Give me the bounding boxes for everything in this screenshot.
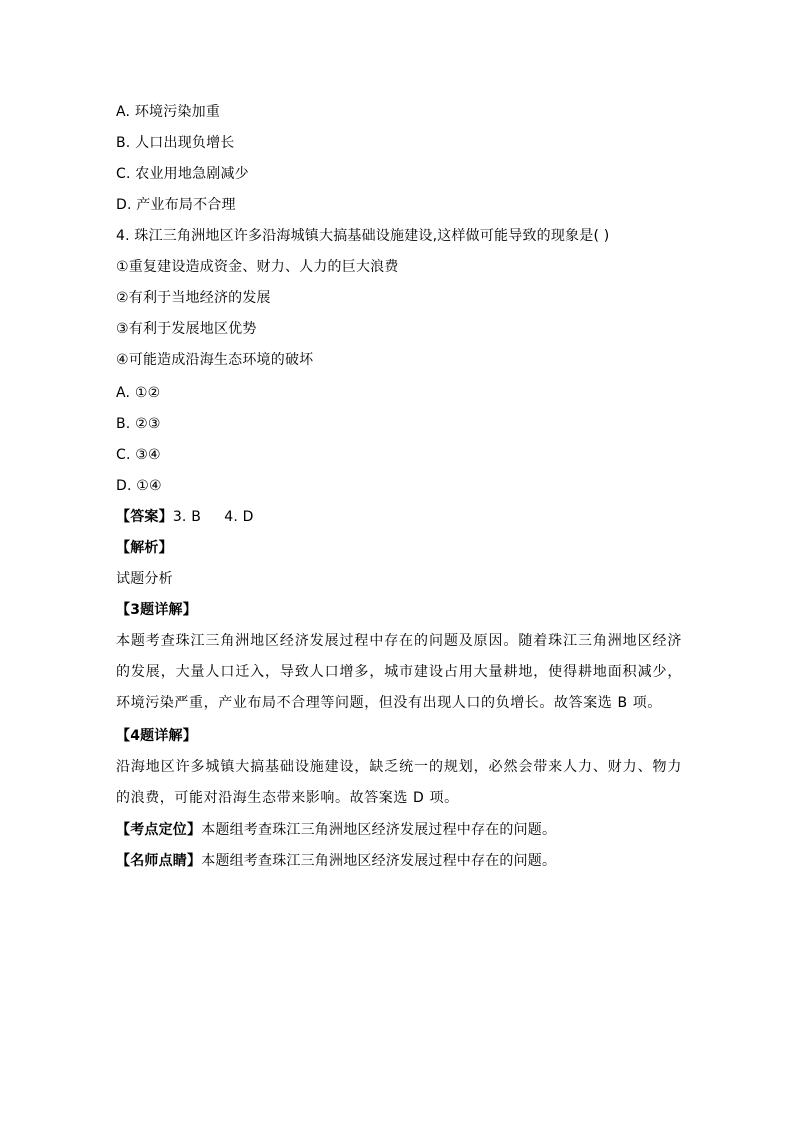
analysis-intro: 试题分析 — [116, 571, 173, 587]
q3-option-b: B. 人口出现负增长 — [116, 135, 235, 151]
q3-detail-text: 本题考查珠江三角洲地区经济发展过程中存在的问题及原因。随着珠江三角洲地区经济的发展，大量人口迁入，导致人口增多，城市建设占用大量耕地，使得耕地面积减少，环境污染严重，产业布局不合理等问题，但没有出现人口的负增长。故答案选 B 项。 — [116, 633, 682, 711]
q3-detail-heading: 【3题详解】 — [116, 602, 197, 618]
q4-statement-2: ②有利于当地经济的发展 — [116, 290, 271, 306]
q4-detail-heading: 【4题详解】 — [116, 728, 197, 744]
analysis-label: 【解析】 — [116, 540, 173, 556]
q3-option-c: C. 农业用地急剧减少 — [116, 166, 249, 182]
mingshi-line — [116, 851, 556, 871]
q4-stem: 4. 珠江三角洲地区许多沿海城镇大搞基础设施建设,这样做可能导致的现象是( ) — [116, 228, 610, 244]
kaodian-text: 本题组考查珠江三角洲地区经济发展过程中存在的问题。 — [201, 822, 557, 838]
q4-option-b: B. ②③ — [116, 416, 161, 432]
mingshi-text: 本题组考查珠江三角洲地区经济发展过程中存在的问题。 — [201, 853, 557, 869]
q4-option-c: C. ③④ — [116, 447, 161, 463]
q4-statement-1: ①重复建设造成资金、财力、人力的巨大浪费 — [116, 259, 399, 275]
q4-detail-text: 沿海地区许多城镇大搞基础设施建设，缺乏统一的规划，必然会带来人力、财力、物力的浪费，可能对沿海生态带来影响。故答案选 D 项。 — [116, 759, 682, 806]
q3-option-a: A. 环境污染加重 — [116, 104, 221, 120]
mingshi-label: 【名师点睛】 — [116, 853, 202, 869]
q4-option-a: A. ①② — [116, 385, 161, 401]
answer-label: 【答案】 — [116, 509, 173, 525]
answer-line — [116, 507, 254, 527]
kaodian-line — [116, 820, 556, 840]
kaodian-label: 【考点定位】 — [116, 822, 202, 838]
q3-option-d: D. 产业布局不合理 — [116, 197, 236, 213]
q4-statement-4: ④可能造成沿海生态环境的破坏 — [116, 352, 314, 368]
answer-text: 3. B 4. D — [172, 509, 254, 525]
q4-statement-3: ③有利于发展地区优势 — [116, 321, 257, 337]
q4-option-d: D. ①④ — [116, 478, 162, 494]
